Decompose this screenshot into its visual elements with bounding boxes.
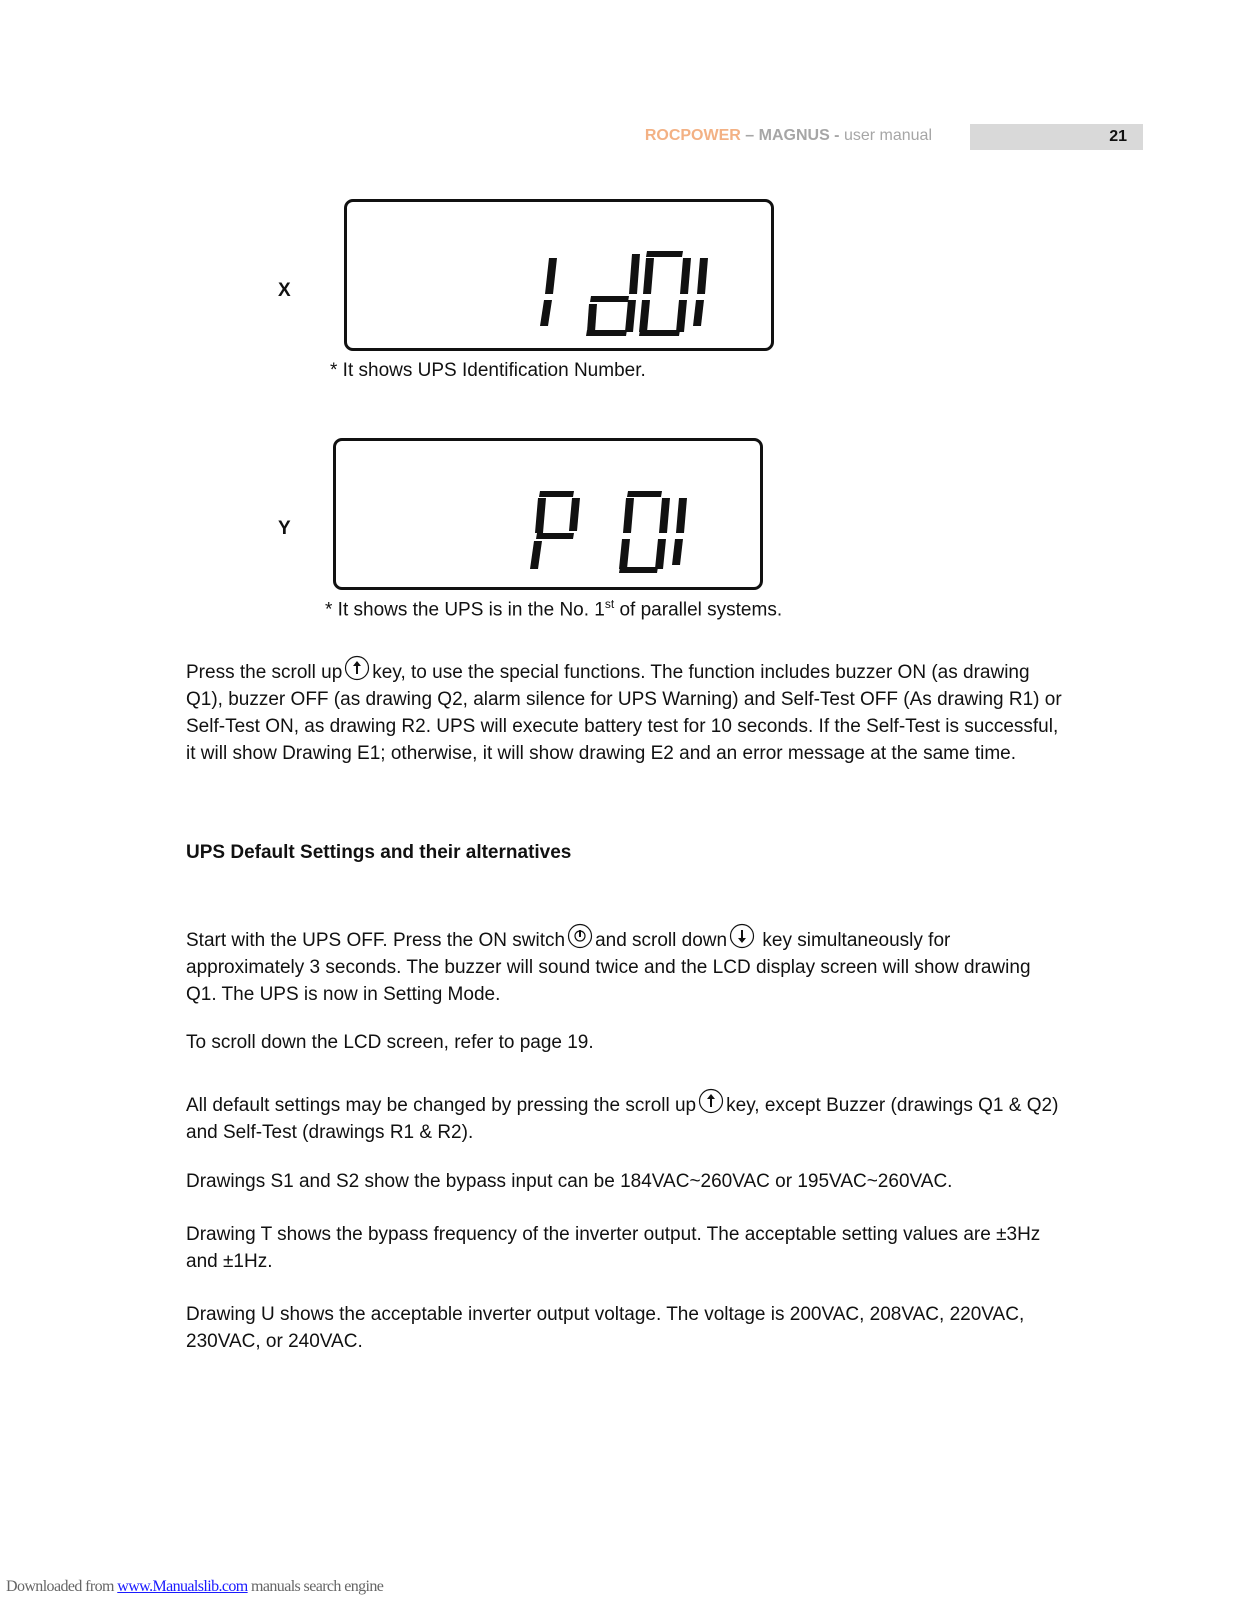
paragraph-special-functions	[186, 655, 1066, 767]
paragraph-setting-mode	[186, 923, 1066, 1008]
lcd-segment	[639, 300, 650, 332]
lcd-display-x	[344, 199, 774, 351]
lcd-segment	[680, 258, 691, 294]
scroll-up-key-icon	[698, 1088, 724, 1114]
figure-label-y: Y	[278, 518, 291, 539]
lcd-segment	[697, 258, 708, 294]
paragraph-bypass-input: Drawings S1 and S2 show the bypass input can be 184VAC~260VAC or 195VAC~260VAC.	[186, 1171, 953, 1192]
page-number: 21	[1109, 128, 1127, 145]
caption-text: * It shows the UPS is in the No. 1	[325, 599, 605, 621]
header-title	[645, 127, 932, 145]
lcd-segment	[643, 258, 654, 294]
paragraph-text: Press the scroll up	[186, 662, 343, 683]
paragraph-text: key simultaneously for approximately 3 seconds. The buzzer will sound twice and the LCD display screen will show drawing Q1. The UPS is now in Setting Mode.	[186, 930, 1031, 1005]
lcd-segment	[655, 539, 666, 569]
caption-text: of parallel systems.	[614, 599, 783, 621]
lcd-segment	[545, 258, 557, 294]
scroll-up-key-icon	[344, 655, 370, 681]
lcd-segment	[693, 300, 704, 326]
lcd-segment	[659, 498, 670, 533]
figure-label-x: X	[278, 280, 291, 301]
footer-text: Downloaded from	[6, 1578, 118, 1595]
page-header	[0, 124, 1237, 150]
paragraph-bypass-frequency: Drawing T shows the bypass frequency of the inverter output. The acceptable setting values are ±3Hz and ±1Hz.	[186, 1224, 1041, 1272]
section-heading: UPS Default Settings and their alternatives	[186, 842, 572, 863]
lcd-segment	[646, 251, 683, 257]
lcd-segment	[676, 498, 687, 533]
header-brand: ROCPOWER	[644, 127, 741, 144]
footer-text: manuals search engine	[247, 1578, 384, 1595]
page-footer	[6, 1578, 383, 1596]
header-separator: –	[740, 127, 759, 144]
header-separator: -	[829, 127, 844, 144]
lcd-segment	[535, 498, 546, 533]
lcd-segment	[536, 533, 574, 539]
lcd-segment	[619, 567, 658, 573]
paragraph-text: key, to use the special functions. The function includes buzzer ON (as drawing Q1), buzzer OFF (as drawing Q2, alarm silence for UPS Warning) and Self-Test OFF (As drawing R1) or Self-Test ON, as drawing R2. UPS will execute battery test for 10 seconds. If the Self-Test is successful, it will show Drawing E1; otherwise, it will show drawing E2 and an error message at the same time.	[186, 662, 1062, 764]
lcd-segment	[619, 539, 630, 569]
paragraph-text: Start with the UPS OFF. Press the ON switch	[186, 930, 566, 951]
manualslib-link[interactable]: www.Manualslib.com	[117, 1578, 248, 1595]
header-manual: user manual	[843, 127, 932, 144]
lcd-segment	[627, 491, 662, 497]
lcd-segment	[672, 539, 683, 565]
lcd-segment	[530, 541, 542, 569]
lcd-segment	[590, 296, 629, 302]
paragraph-scroll-reference: To scroll down the LCD screen, refer to page 19.	[186, 1032, 594, 1053]
on-switch-icon	[567, 923, 593, 949]
lcd-segment	[629, 254, 640, 294]
lcd-segment	[586, 330, 627, 336]
lcd-display-y	[333, 438, 763, 590]
lcd-segments-x	[347, 202, 771, 348]
lcd-segment	[587, 304, 597, 332]
paragraph-default-settings	[186, 1088, 1066, 1146]
lcd-segments-y	[336, 441, 760, 587]
lcd-segment	[623, 498, 634, 533]
paragraph-text: All default settings may be changed by pressing the scroll up	[186, 1095, 697, 1116]
lcd-segment	[540, 300, 552, 326]
paragraph-text: key, except Buzzer (drawings Q1 & Q2) and Self-Test (drawings R1 & R2).	[186, 1095, 1059, 1143]
figure-caption-y	[325, 597, 782, 621]
header-page-bar	[970, 124, 1143, 150]
lcd-segment	[539, 491, 574, 497]
scroll-down-key-icon	[729, 923, 755, 949]
lcd-segment	[625, 300, 636, 332]
caption-superscript: st	[604, 597, 615, 611]
header-model: MAGNUS	[758, 127, 830, 144]
lcd-segment	[639, 330, 680, 336]
paragraph-output-voltage: Drawing U shows the acceptable inverter output voltage. The voltage is 200VAC, 208VAC, 220VAC, 230VAC, or 240VAC.	[186, 1304, 1025, 1352]
lcd-segment	[569, 498, 580, 531]
lcd-segment	[676, 300, 687, 332]
figure-caption-x: * It shows UPS Identification Number.	[330, 360, 646, 381]
paragraph-text: and scroll down	[595, 930, 728, 951]
